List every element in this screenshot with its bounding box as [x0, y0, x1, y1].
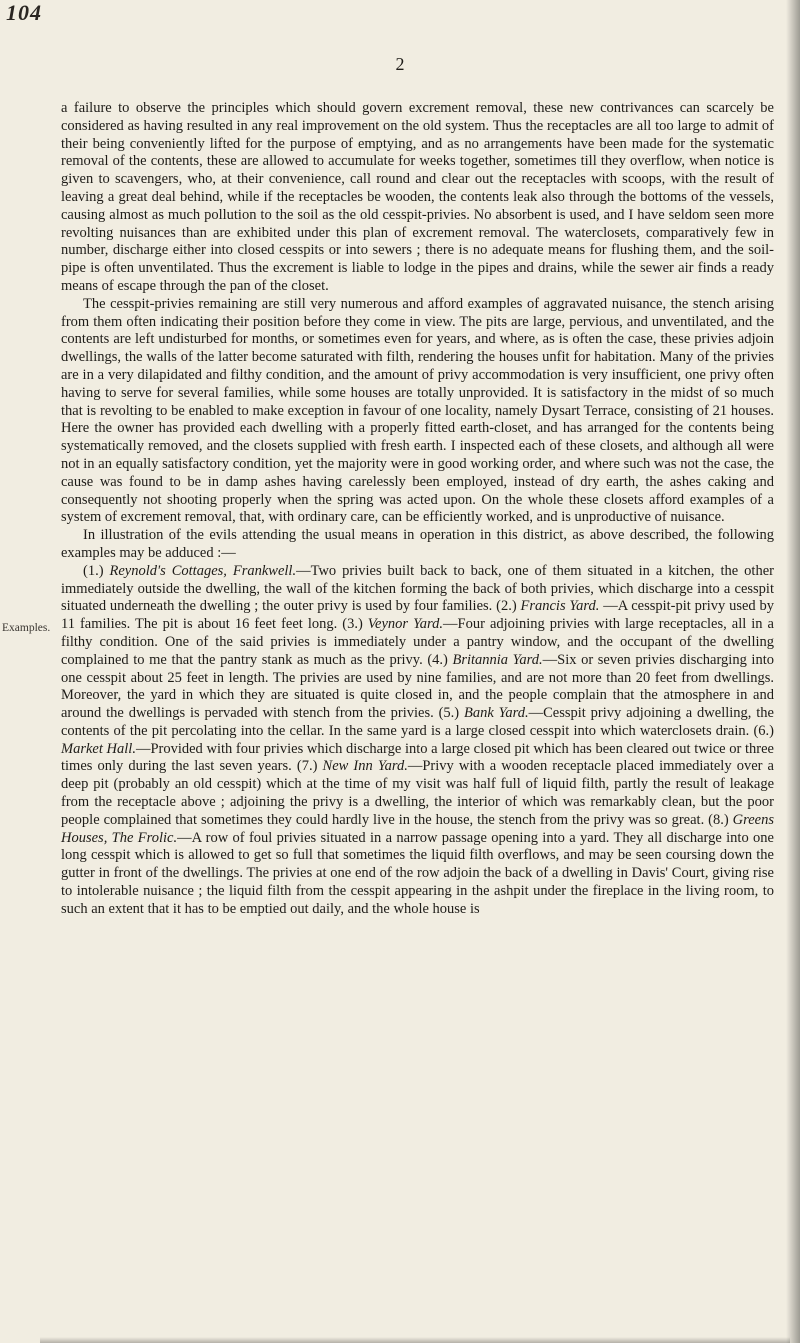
- place-name: New Inn Yard.: [322, 758, 408, 775]
- paragraph-examples: [61, 563, 774, 919]
- page-bottom-shadow: [40, 1337, 790, 1343]
- place-name: Veynor Yard.: [367, 616, 444, 633]
- pencil-annotation: 104: [6, 0, 42, 25]
- page-number: 2: [395, 54, 405, 74]
- text-run: (1.): [83, 562, 110, 579]
- paragraph-3: In illustration of the evils attending the usual means in operation in this district, as above described, the following examples may be adduced :—: [61, 527, 774, 561]
- place-name: Francis Yard.: [520, 598, 600, 615]
- text-run: —Privy with a wooden receptacle placed immediately over a deep pit (probably an old cesspit) which at the time of my visit was half full of liquid filth, partly the result of leakage from the receptacle above ; adjoining the privy is a dwelling, the interior of which was remarkably clean, but the poor people complained that sometimes they could hardly live in the house, the stench from the privy was so great. (8.): [61, 758, 774, 828]
- text-run: —Cesspit privy adjoining a dwelling, the contents of the pit percolating into the cellar. In the same yard is a large closed cesspit into which waterclosets drain. (6.): [61, 705, 774, 739]
- place-name: Market Hall.: [61, 740, 136, 757]
- text-run: —Two privies built back to back, one of them situated in a kitchen, the other immediately outside the dwelling, the wall of the kitchen forming the back of both privies, which discharge into a cesspit situated underneath the dwelling ; the outer privy is used by four families. (2.): [61, 562, 774, 615]
- paragraph-2: The cesspit-privies remaining are still very numerous and afford examples of aggravated nuisance, the stench arising from them often indicating their position before they come in view. The pits are large, pervious, and unventilated, and the contents are left undisturbed for months, or sometimes even for years, and where, as is often the case, these privies adjoin dwellings, the walls of the latter become saturated with filth, rendering the houses unfit for habitation. Many of the privies are in a very dilapidated and filthy condition, and the amount of privy accommodation is very insufficient, one privy often having to serve for several families, while some houses are totally unprovided. It is satisfactory in the midst of so much that is revolting to be enabled to make exception in favour of one locality, namely Dysart Terrace, consisting of 21 houses. Here the owner has provided each dwelling with a properly fitted earth-closet, and has arranged for the contents being systematically removed, and the closets supplied with fresh earth. I inspected each of these closets, and although all were not in an equally satisfactory condition, yet the majority were in good working order, and where such was not the case, the cause was found to be in damp ashes having carelessly been employed, instead of dry earth, the ashes caking and consequently not shooting properly when the spring was acted upon. On the whole these closets afford examples of a system of excrement removal, that, with ordinary care, can be efficiently worked, and is unproductive of nuisance.: [61, 295, 774, 526]
- text-run: —A row of foul privies situated in a narrow passage opening into a yard. They all discharge into one long cesspit which is allowed to get so full that sometimes the liquid filth overflows, and may be seen coursing down the gutter in front of the dwellings. The privies at one end of the row adjoin the back of a dwelling in Davis' Court, giving rise to intolerable nuisance ; the liquid filth from the cesspit appearing in the ashpit under the fireplace in the living room, to such an extent that it has to be emptied out daily, and the whole house is: [61, 829, 774, 917]
- place-name: Bank Yard.: [463, 705, 529, 722]
- margin-note: Examples.: [2, 622, 51, 634]
- place-name: Britannia Yard.: [452, 651, 543, 668]
- page-edge-shadow: [786, 0, 800, 1343]
- text-run: —Provided with four privies which discharge into a large closed pit which has been cleared out twice or three times only during the last seven years. (7.): [61, 740, 774, 775]
- text-run: —Four adjoining privies with large receptacles, all in a filthy condition. One of the said privies is immediately under a pantry window, and the occupant of the dwelling complained to me that the pantry stank as much as the privy. (4.): [61, 616, 774, 668]
- text-run: —Six or seven privies discharging into one cesspit about 25 feet in length. The privies are used by nine families, and are not more than 20 feet from dwellings. Moreover, the yard in which they are situated is quite closed in, and the people complain that the atmosphere in and around the dwellings is pervaded with stench from the privies. (5.): [61, 651, 774, 722]
- body-text: [61, 100, 774, 919]
- paragraph-1: a failure to observe the principles which should govern excrement removal, these new contrivances can scarcely be considered as having resulted in any real improvement on the old system. Thus the receptacles are all too large to admit of their being conveniently lifted for the purpose of emptying, and as no arrangements have been made for the systematic removal of the contents, these are allowed to accumulate for weeks together, sometimes till they overflow, when notice is given to scavengers, who, at their convenience, call round and clear out the receptacles with scoops, with the result of leaving a great deal behind, while if the receptacles be wooden, the contents leak also through the bottoms of the vessels, causing almost as much pollution to the soil as the old cesspit-privies. No absorbent is used, and I have seldom seen more revolting nuisances than are exhibited under this plan of excrement removal. The waterclosets, comparatively few in number, discharge either into closed cesspits or into sewers ; there is no adequate means for flushing them, and the soil-pipe is often unventilated. Thus the excrement is liable to lodge in the pipes and drains, while the sewer air finds a ready means of escape through the pan of the closet.: [61, 100, 774, 294]
- place-name: Greens Houses, The Frolic.: [61, 811, 774, 846]
- place-name: Reynold's Cottages, Frankwell.: [109, 562, 297, 579]
- text-run: —A cesspit-pit privy used by 11 families. The pit is about 16 feet feet long. (3.): [61, 598, 774, 633]
